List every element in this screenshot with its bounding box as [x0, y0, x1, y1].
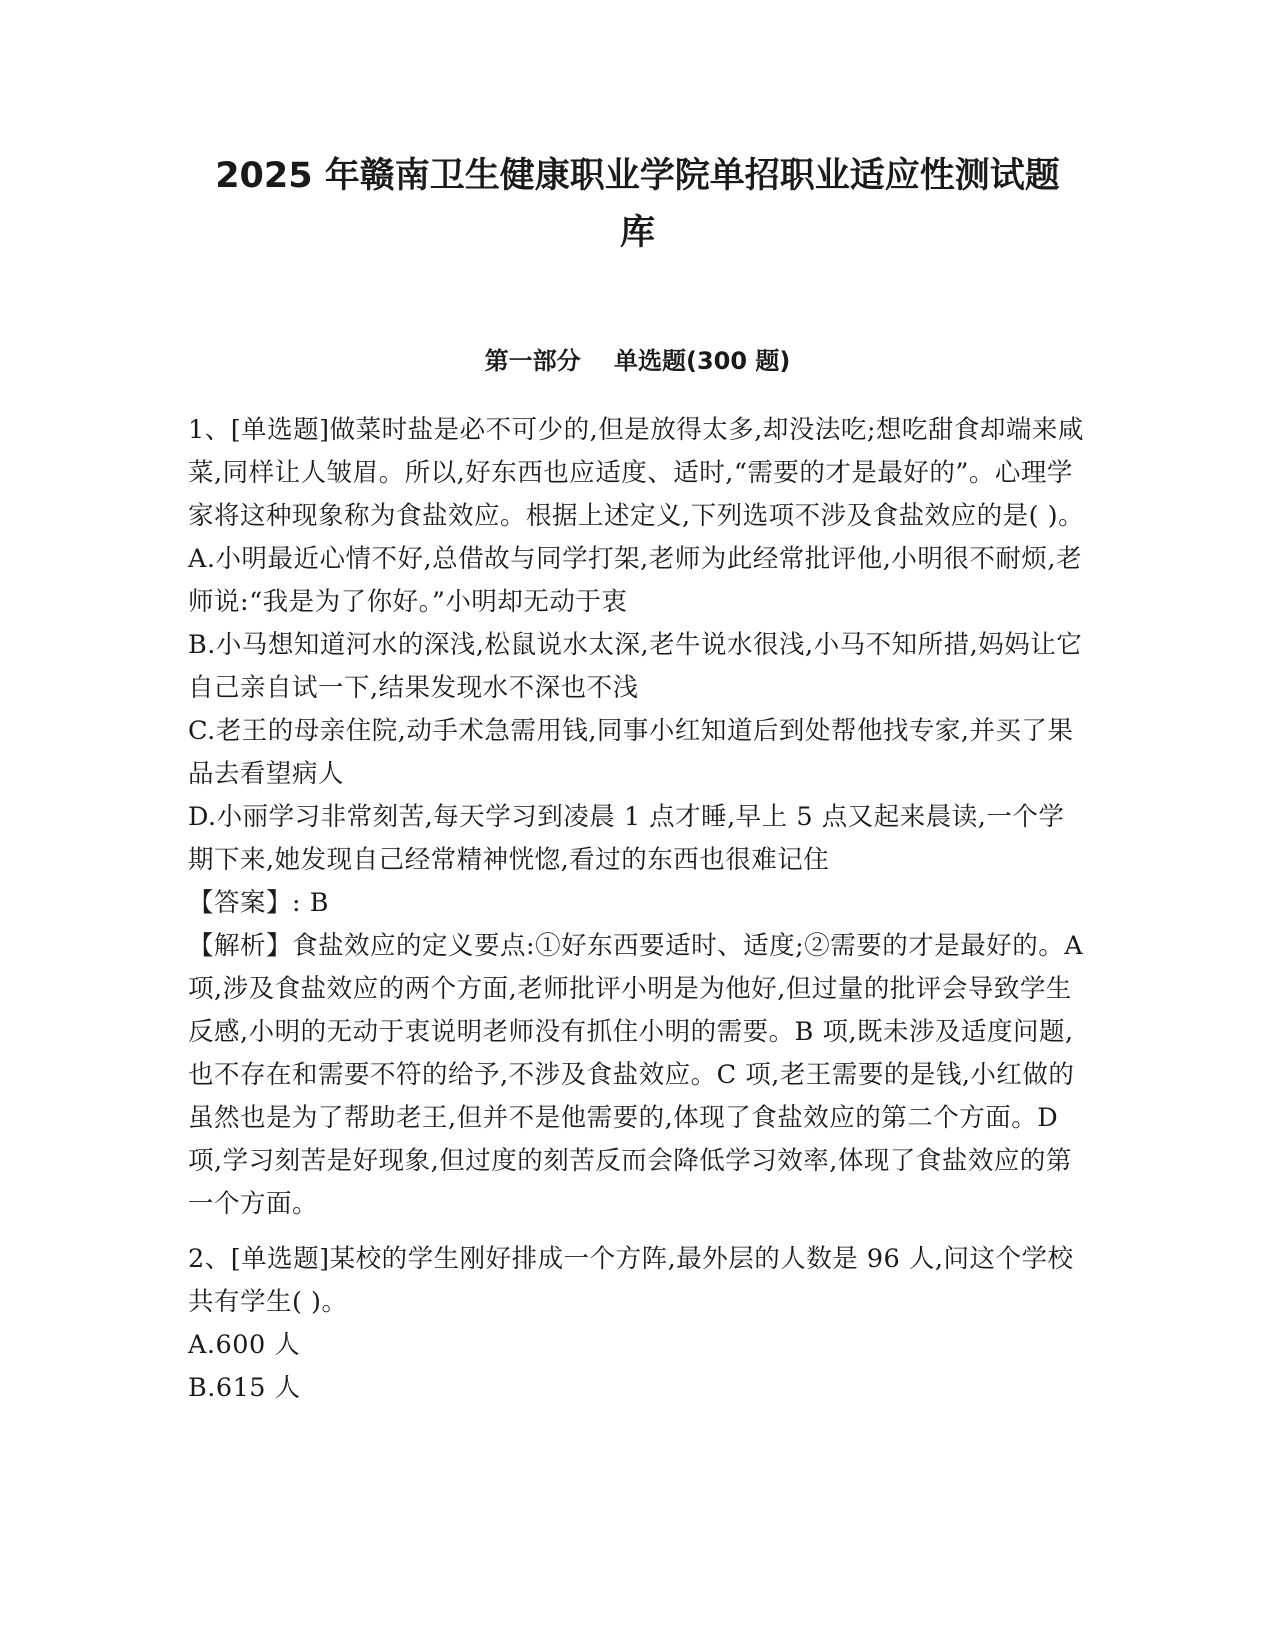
question-stem: 1、[单选题]做菜时盐是必不可少的,但是放得太多,却没法吃;想吃甜食却端来咸菜,同样让人皱眉。所以,好东西也应适度、适时,“需要的才是最好的”。心理学家将这种现象称为食盐效应。根据上述定义,下列选项不涉及食盐效应的是( )。 — [188, 415, 1085, 531]
answer-line — [188, 882, 1088, 925]
option-a: A.小明最近心情不好,总借故与同学打架,老师为此经常批评他,小明很不耐烦,老师说:“我是为了你好。”小明却无动于衷 — [188, 544, 1082, 617]
analysis-text: 食盐效应的定义要点:①好东西要适时、适度;②需要的才是最好的。A 项,涉及食盐效应的两个方面,老师批评小明是为他好,但过量的批评会导致学生反感,小明的无动于衷说明老师没有抓住小明的需要。B 项,既未涉及适度问题,也不存在和需要不符的给予,不涉及食盐效应。C 项,老王需要的是钱,小红做的虽然也是为了帮助老王,但并不是他需要的,体现了食盐效应的第二个方面。D 项,学习刻苦是好现象,但过度的刻苦反而会降低学习效率,体现了食盐效应的第一个方面。 — [188, 931, 1084, 1219]
section-heading: 第一部分 单选题(300 题) — [484, 347, 791, 375]
document-title-line-1: 2025 年赣南卫生健康职业学院单招职业适应性测试题 — [215, 156, 1060, 196]
option-b: B.小马想知道河水的深浅,松鼠说水太深,老牛说水很浅,小马不知所措,妈妈让它自己亲自试一下,结果发现水不深也不浅 — [188, 630, 1083, 703]
option-d: D.小丽学习非常刻苦,每天学习到凌晨 1 点才睡,早上 5 点又起来晨读,一个学期下来,她发现自己经常精神恍惚,看过的东西也很难记住 — [188, 802, 1065, 875]
option-a: A.600 人 — [188, 1330, 301, 1360]
answer-label: 【答案】 — [188, 888, 293, 918]
document-body — [188, 409, 1088, 1410]
question-block — [188, 409, 1088, 1226]
option-b: B.615 人 — [188, 1373, 301, 1403]
question-spacer — [188, 1226, 1088, 1238]
document-title — [150, 148, 1125, 262]
question-stem: 2、[单选题]某校的学生刚好排成一个方阵,最外层的人数是 96 人,问这个学校共有学生( )。 — [188, 1244, 1074, 1317]
answer-value: : B — [292, 888, 329, 918]
option-c: C.老王的母亲住院,动手术急需用钱,同事小红知道后到处帮他找专家,并买了果品去看望病人 — [188, 716, 1074, 789]
analysis-paragraph — [188, 925, 1088, 1226]
document-title-line-2: 库 — [619, 213, 655, 253]
analysis-label: 【解析】 — [188, 931, 293, 961]
question-block — [188, 1238, 1088, 1410]
